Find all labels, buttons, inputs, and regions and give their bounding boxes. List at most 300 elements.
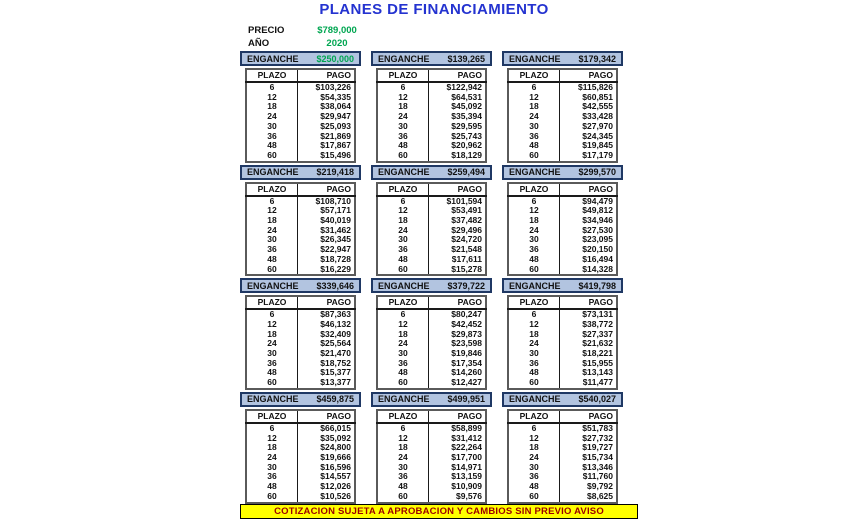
plans-grid — [240, 51, 623, 504]
pago-cell: $38,064 — [298, 102, 356, 112]
pago-cell: $23,095 — [560, 235, 618, 245]
pago-cell: $15,496 — [298, 151, 356, 162]
plan-row — [246, 378, 355, 389]
enganche-label: ENGANCHE — [509, 394, 561, 405]
enganche-amount: $379,722 — [447, 280, 485, 291]
pago-cell: $17,867 — [298, 141, 356, 151]
plazo-cell: 12 — [529, 91, 539, 102]
plazo-cell: 6 — [400, 422, 406, 433]
pago-cell: $14,971 — [429, 463, 487, 473]
pago-column-header: PAGO — [560, 69, 618, 82]
pago-cell: $10,526 — [298, 492, 356, 503]
enganche-amount: $540,027 — [578, 394, 616, 405]
plazo-column-header: PLAZO — [377, 69, 429, 82]
plazo-cell: 60 — [529, 149, 539, 160]
pago-cell: $13,143 — [560, 368, 618, 378]
plan-row — [377, 423, 486, 434]
plazo-cell: 48 — [529, 481, 539, 492]
pago-cell: $13,346 — [560, 463, 618, 473]
plazo-cell: 24 — [398, 451, 408, 462]
plazo-cell: 30 — [267, 461, 277, 472]
plazo-cell: 24 — [529, 338, 539, 349]
enganche-header — [502, 165, 623, 180]
pago-cell: $42,452 — [429, 320, 487, 330]
plan-table-header-row — [508, 183, 617, 196]
plazo-cell: 6 — [400, 309, 406, 320]
plazo-cell: 12 — [529, 205, 539, 216]
plazo-cell: 60 — [267, 377, 277, 388]
pago-column-header: PAGO — [298, 296, 356, 309]
pago-cell: $26,345 — [298, 235, 356, 245]
pago-cell: $9,792 — [560, 482, 618, 492]
pago-cell: $15,278 — [429, 265, 487, 276]
pago-cell: $35,092 — [298, 434, 356, 444]
pago-cell: $16,229 — [298, 265, 356, 276]
pago-cell: $64,531 — [429, 93, 487, 103]
pago-cell: $115,826 — [560, 82, 618, 93]
pago-column-header: PAGO — [298, 410, 356, 423]
plazo-cell: 6 — [531, 309, 537, 320]
plazo-cell: 6 — [269, 82, 275, 92]
pago-cell: $14,328 — [560, 265, 618, 276]
pago-cell: $15,734 — [560, 453, 618, 463]
plazo-cell: 30 — [398, 234, 408, 245]
plazo-cell: 12 — [398, 432, 408, 443]
plan-card — [371, 392, 492, 504]
plazo-cell: 60 — [529, 490, 539, 501]
pago-cell: $122,942 — [429, 82, 487, 93]
plazo-cell: 36 — [267, 471, 277, 482]
plazo-cell: 24 — [267, 224, 277, 235]
plazo-cell: 24 — [529, 111, 539, 122]
plazo-cell: 18 — [267, 215, 277, 226]
pago-cell: $51,783 — [560, 423, 618, 434]
plazo-cell: 6 — [531, 82, 537, 92]
plazo-cell: 18 — [267, 101, 277, 112]
pago-cell: $31,412 — [429, 434, 487, 444]
enganche-amount: $259,494 — [447, 167, 485, 178]
plan-row — [377, 265, 486, 276]
plan-row — [246, 492, 355, 503]
enganche-header — [502, 51, 623, 66]
plan-card — [502, 392, 623, 504]
plazo-cell: 48 — [398, 253, 408, 264]
plazo-cell: 30 — [267, 234, 277, 245]
pago-cell: $103,226 — [298, 82, 356, 93]
enganche-amount: $219,418 — [316, 167, 354, 178]
plazo-cell: 18 — [529, 442, 539, 453]
enganche-amount: $419,798 — [578, 280, 616, 291]
plan-table-header-row — [377, 69, 486, 82]
plazo-cell: 24 — [398, 111, 408, 122]
plazo-cell: 36 — [398, 244, 408, 255]
plan-table-header-row — [246, 410, 355, 423]
plazo-cell: 60 — [398, 490, 408, 501]
plazo-cell: 60 — [529, 377, 539, 388]
pago-column-header: PAGO — [429, 410, 487, 423]
plazo-cell: 6 — [400, 82, 406, 92]
plan-row — [246, 423, 355, 434]
plazo-column-header: PLAZO — [246, 296, 298, 309]
plazo-cell: 60 — [529, 263, 539, 274]
pago-cell: $23,598 — [429, 339, 487, 349]
plazo-cell: 60 — [267, 490, 277, 501]
pago-cell: $34,946 — [560, 216, 618, 226]
plazo-cell: 30 — [267, 120, 277, 131]
plan-table-header-row — [246, 183, 355, 196]
pago-cell: $17,179 — [560, 151, 618, 162]
plan-row — [377, 492, 486, 503]
pago-cell: $18,221 — [560, 349, 618, 359]
price-label: PRECIO — [248, 25, 285, 36]
plan-row — [508, 265, 617, 276]
plan-table — [507, 295, 618, 390]
plazo-cell: 60 — [398, 377, 408, 388]
plazo-cell: 60 — [398, 263, 408, 274]
plazo-cell: 24 — [267, 338, 277, 349]
year-row — [248, 37, 368, 50]
plazo-cell: 36 — [529, 357, 539, 368]
plazo-cell: 48 — [398, 481, 408, 492]
enganche-label: ENGANCHE — [509, 167, 561, 178]
pago-cell: $17,354 — [429, 359, 487, 369]
pago-cell: $46,132 — [298, 320, 356, 330]
pago-cell: $53,491 — [429, 206, 487, 216]
pago-cell: $27,970 — [560, 122, 618, 132]
enganche-label: ENGANCHE — [378, 53, 430, 64]
pago-cell: $27,732 — [560, 434, 618, 444]
plazo-column-header: PLAZO — [246, 69, 298, 82]
plazo-cell: 36 — [398, 357, 408, 368]
plan-card — [371, 51, 492, 163]
pago-cell: $21,632 — [560, 339, 618, 349]
pago-cell: $19,666 — [298, 453, 356, 463]
plazo-cell: 12 — [267, 91, 277, 102]
plazo-column-header: PLAZO — [246, 410, 298, 423]
enganche-label: ENGANCHE — [247, 53, 299, 64]
pago-cell: $12,427 — [429, 378, 487, 389]
plazo-column-header: PLAZO — [377, 183, 429, 196]
pago-cell: $35,394 — [429, 112, 487, 122]
pago-cell: $57,171 — [298, 206, 356, 216]
pago-cell: $8,625 — [560, 492, 618, 503]
enganche-header — [240, 51, 361, 66]
plazo-cell: 30 — [529, 120, 539, 131]
plazo-cell: 36 — [529, 244, 539, 255]
pago-cell: $19,846 — [429, 349, 487, 359]
pago-cell: $20,962 — [429, 141, 487, 151]
plazo-cell: 12 — [398, 318, 408, 329]
plazo-column-header: PLAZO — [246, 183, 298, 196]
plazo-cell: 60 — [398, 149, 408, 160]
plan-card — [240, 51, 361, 163]
plan-row — [377, 151, 486, 162]
plazo-column-header: PLAZO — [508, 410, 560, 423]
pago-cell: $80,247 — [429, 309, 487, 320]
pago-cell: $18,129 — [429, 151, 487, 162]
plazo-cell: 6 — [531, 422, 537, 433]
plazo-column-header: PLAZO — [508, 183, 560, 196]
plazo-cell: 48 — [398, 367, 408, 378]
pago-cell: $87,363 — [298, 309, 356, 320]
enganche-amount: $250,000 — [316, 53, 354, 64]
pago-cell: $13,159 — [429, 472, 487, 482]
plazo-cell: 48 — [267, 367, 277, 378]
pago-cell: $18,752 — [298, 359, 356, 369]
pago-column-header: PAGO — [560, 410, 618, 423]
pago-cell: $25,564 — [298, 339, 356, 349]
plan-table-header-row — [377, 183, 486, 196]
plan-table-header-row — [246, 69, 355, 82]
pago-cell: $29,947 — [298, 112, 356, 122]
plan-table — [507, 68, 618, 163]
pago-cell: $27,337 — [560, 330, 618, 340]
plazo-cell: 36 — [267, 244, 277, 255]
plazo-cell: 6 — [531, 195, 537, 206]
plazo-cell: 24 — [267, 111, 277, 122]
pago-column-header: PAGO — [429, 183, 487, 196]
pago-column-header: PAGO — [560, 183, 618, 196]
plazo-cell: 36 — [529, 130, 539, 141]
plan-table-header-row — [246, 296, 355, 309]
plazo-cell: 12 — [267, 432, 277, 443]
pago-cell: $17,611 — [429, 255, 487, 265]
plazo-cell: 18 — [267, 328, 277, 339]
plazo-cell: 18 — [398, 328, 408, 339]
pago-column-header: PAGO — [429, 69, 487, 82]
disclaimer-banner: COTIZACION SUJETA A APROBACION Y CAMBIOS SIN PREVIO AVISO — [240, 504, 638, 519]
enganche-header — [240, 392, 361, 407]
pago-cell: $108,710 — [298, 196, 356, 207]
enganche-amount: $299,570 — [578, 167, 616, 178]
pago-cell: $18,728 — [298, 255, 356, 265]
plazo-cell: 6 — [269, 422, 275, 433]
plan-card — [502, 165, 623, 277]
enganche-amount: $139,265 — [447, 53, 485, 64]
plazo-cell: 18 — [529, 215, 539, 226]
plan-table-header-row — [377, 410, 486, 423]
pago-cell: $54,335 — [298, 93, 356, 103]
plazo-cell: 60 — [267, 263, 277, 274]
enganche-amount: $499,951 — [447, 394, 485, 405]
plazo-cell: 24 — [529, 451, 539, 462]
pago-cell: $29,496 — [429, 226, 487, 236]
pago-cell: $15,377 — [298, 368, 356, 378]
pago-cell: $9,576 — [429, 492, 487, 503]
pago-column-header: PAGO — [429, 296, 487, 309]
pago-cell: $27,530 — [560, 226, 618, 236]
page-title: PLANES DE FINANCIAMIENTO — [319, 1, 549, 18]
plazo-cell: 18 — [398, 442, 408, 453]
enganche-header — [502, 278, 623, 293]
enganche-amount: $339,646 — [316, 280, 354, 291]
plan-table — [507, 409, 618, 504]
plazo-cell: 6 — [269, 309, 275, 320]
enganche-header — [502, 392, 623, 407]
plan-table — [245, 68, 356, 163]
pago-cell: $20,150 — [560, 245, 618, 255]
plazo-cell: 48 — [267, 481, 277, 492]
pago-cell: $22,264 — [429, 443, 487, 453]
plazo-cell: 18 — [529, 101, 539, 112]
pago-cell: $11,477 — [560, 378, 618, 389]
enganche-label: ENGANCHE — [509, 53, 561, 64]
plazo-cell: 12 — [267, 205, 277, 216]
pago-cell: $14,260 — [429, 368, 487, 378]
plan-table — [376, 409, 487, 504]
pago-cell: $38,772 — [560, 320, 618, 330]
enganche-header — [240, 165, 361, 180]
plazo-cell: 12 — [529, 432, 539, 443]
pago-cell: $17,700 — [429, 453, 487, 463]
plazo-cell: 30 — [267, 348, 277, 359]
pago-cell: $22,947 — [298, 245, 356, 255]
plazo-column-header: PLAZO — [377, 410, 429, 423]
plan-table-header-row — [508, 410, 617, 423]
enganche-label: ENGANCHE — [247, 394, 299, 405]
plan-table-header-row — [508, 69, 617, 82]
plazo-cell: 48 — [267, 140, 277, 151]
enganche-label: ENGANCHE — [247, 167, 299, 178]
enganche-label: ENGANCHE — [378, 167, 430, 178]
pago-cell: $14,557 — [298, 472, 356, 482]
plazo-cell: 24 — [267, 451, 277, 462]
plazo-column-header: PLAZO — [508, 69, 560, 82]
pago-cell: $32,409 — [298, 330, 356, 340]
plazo-cell: 18 — [398, 101, 408, 112]
pago-cell: $24,345 — [560, 132, 618, 142]
enganche-header — [371, 392, 492, 407]
enganche-header — [371, 165, 492, 180]
plazo-column-header: PLAZO — [508, 296, 560, 309]
pago-cell: $25,743 — [429, 132, 487, 142]
pago-cell: $16,596 — [298, 463, 356, 473]
plazo-cell: 48 — [529, 253, 539, 264]
pago-cell: $12,026 — [298, 482, 356, 492]
plan-card — [240, 165, 361, 277]
plazo-column-header: PLAZO — [377, 296, 429, 309]
pago-cell: $10,909 — [429, 482, 487, 492]
pago-cell: $58,899 — [429, 423, 487, 434]
plazo-cell: 6 — [400, 195, 406, 206]
plazo-cell: 36 — [398, 471, 408, 482]
plan-card — [502, 278, 623, 390]
pago-cell: $25,093 — [298, 122, 356, 132]
enganche-header — [371, 278, 492, 293]
plazo-cell: 36 — [267, 130, 277, 141]
price-year-info — [248, 24, 368, 50]
enganche-label: ENGANCHE — [509, 280, 561, 291]
plan-table — [376, 182, 487, 277]
pago-cell: $16,494 — [560, 255, 618, 265]
pago-cell: $19,727 — [560, 443, 618, 453]
pago-cell: $24,720 — [429, 235, 487, 245]
plazo-cell: 30 — [529, 348, 539, 359]
plazo-cell: 24 — [529, 224, 539, 235]
plan-card — [502, 51, 623, 163]
plazo-cell: 30 — [529, 234, 539, 245]
pago-column-header: PAGO — [298, 183, 356, 196]
pago-cell: $94,479 — [560, 196, 618, 207]
year-value: 2020 — [326, 38, 348, 49]
pago-cell: $29,595 — [429, 122, 487, 132]
pago-cell: $33,428 — [560, 112, 618, 122]
enganche-header — [240, 278, 361, 293]
pago-cell: $40,019 — [298, 216, 356, 226]
plan-table — [245, 295, 356, 390]
plazo-cell: 24 — [398, 338, 408, 349]
plazo-cell: 36 — [529, 471, 539, 482]
plan-row — [246, 151, 355, 162]
plazo-cell: 24 — [398, 224, 408, 235]
plan-row — [508, 378, 617, 389]
plazo-cell: 36 — [267, 357, 277, 368]
plan-table — [507, 182, 618, 277]
plazo-cell: 30 — [398, 120, 408, 131]
plan-card — [371, 165, 492, 277]
plazo-cell: 48 — [398, 140, 408, 151]
pago-column-header: PAGO — [298, 69, 356, 82]
plazo-cell: 18 — [267, 442, 277, 453]
enganche-label: ENGANCHE — [378, 394, 430, 405]
plan-row — [508, 492, 617, 503]
pago-cell: $29,873 — [429, 330, 487, 340]
pago-cell: $21,470 — [298, 349, 356, 359]
enganche-label: ENGANCHE — [378, 280, 430, 291]
plan-table-header-row — [377, 296, 486, 309]
pago-cell: $13,377 — [298, 378, 356, 389]
plan-card — [240, 278, 361, 390]
plazo-cell: 48 — [529, 140, 539, 151]
pago-cell: $21,869 — [298, 132, 356, 142]
pago-cell: $60,851 — [560, 93, 618, 103]
plan-row — [508, 151, 617, 162]
plan-table — [245, 182, 356, 277]
plazo-cell: 12 — [398, 205, 408, 216]
plazo-cell: 48 — [529, 367, 539, 378]
plazo-cell: 60 — [267, 149, 277, 160]
plan-table — [245, 409, 356, 504]
plazo-cell: 30 — [398, 461, 408, 472]
plazo-cell: 6 — [269, 195, 275, 206]
price-value: $789,000 — [317, 25, 357, 36]
pago-cell: $15,955 — [560, 359, 618, 369]
plan-row — [508, 423, 617, 434]
plazo-cell: 30 — [398, 348, 408, 359]
pago-cell: $19,845 — [560, 141, 618, 151]
pago-cell: $49,812 — [560, 206, 618, 216]
pago-cell: $73,131 — [560, 309, 618, 320]
pago-cell: $11,760 — [560, 472, 618, 482]
plan-row — [377, 378, 486, 389]
plan-table-header-row — [508, 296, 617, 309]
plazo-cell: 12 — [398, 91, 408, 102]
pago-cell: $31,462 — [298, 226, 356, 236]
plan-card — [371, 278, 492, 390]
plan-card — [240, 392, 361, 504]
plazo-cell: 18 — [398, 215, 408, 226]
plazo-cell: 48 — [267, 253, 277, 264]
pago-cell: $42,555 — [560, 102, 618, 112]
pago-cell: $45,092 — [429, 102, 487, 112]
plazo-cell: 12 — [267, 318, 277, 329]
enganche-header — [371, 51, 492, 66]
plan-row — [246, 265, 355, 276]
pago-cell: $21,548 — [429, 245, 487, 255]
pago-cell: $66,015 — [298, 423, 356, 434]
plan-table — [376, 68, 487, 163]
price-row — [248, 24, 368, 37]
